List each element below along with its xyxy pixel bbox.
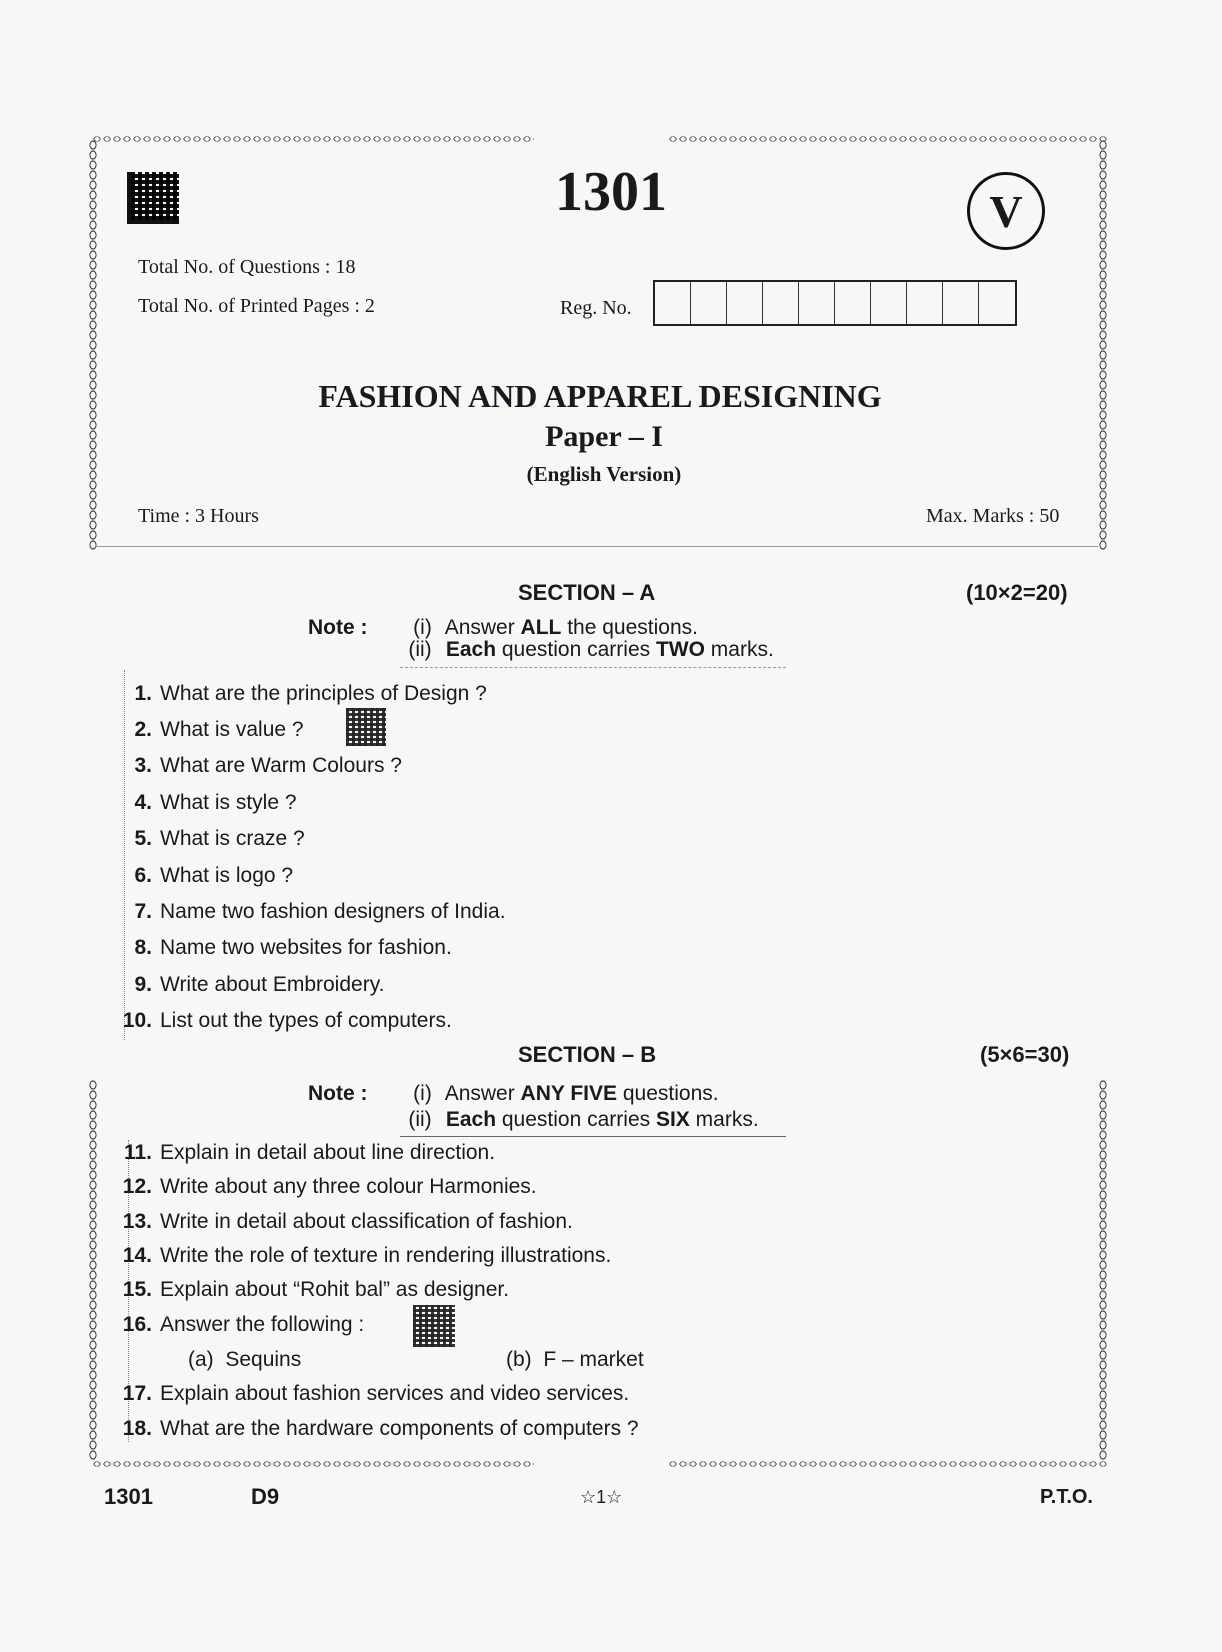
note-num: (ii) xyxy=(408,638,432,661)
total-questions: Total No. of Questions : 18 xyxy=(138,256,356,278)
question xyxy=(118,864,293,888)
question-number: 10. xyxy=(122,1009,152,1032)
question xyxy=(118,754,402,778)
note-underline xyxy=(400,667,786,668)
question-text: Write in detail about classification of fashion. xyxy=(160,1210,573,1233)
question xyxy=(118,791,297,815)
question-text: What are the hardware components of computers ? xyxy=(160,1417,639,1440)
note-text: questions. xyxy=(617,1082,719,1105)
question-number: 11. xyxy=(123,1141,152,1164)
question-text: List out the types of computers. xyxy=(160,1009,452,1032)
question-text: Answer the following : xyxy=(160,1313,365,1336)
question-text: Write about Embroidery. xyxy=(160,973,385,996)
question-number: 1. xyxy=(134,682,152,705)
question xyxy=(118,1009,452,1033)
note-underline xyxy=(400,1136,786,1137)
bottom-border-left xyxy=(92,1459,534,1469)
question-text: What is logo ? xyxy=(160,864,294,887)
question-number: 18. xyxy=(122,1417,152,1440)
header-border-right xyxy=(1098,140,1108,550)
footer-pto: P.T.O. xyxy=(1040,1486,1093,1508)
qr-code-icon xyxy=(346,708,386,746)
note-text: marks. xyxy=(689,1108,759,1131)
reg-cell[interactable] xyxy=(907,282,943,324)
question-number: 9. xyxy=(134,973,152,996)
question xyxy=(118,936,452,960)
section-b-border-right xyxy=(1098,1080,1108,1460)
question-text: Explain about “Rohit bal” as designer. xyxy=(160,1278,510,1301)
question-text: Explain about fashion services and video services. xyxy=(160,1382,630,1405)
paper-code: 1301 xyxy=(555,161,667,223)
question xyxy=(118,1382,629,1406)
note-text: marks. xyxy=(704,638,774,661)
section-a-note-label: Note : xyxy=(308,616,368,639)
reg-cell[interactable] xyxy=(763,282,799,324)
version-badge-letter: V xyxy=(989,185,1023,237)
section-a-note-2 xyxy=(400,638,774,662)
reg-cell[interactable] xyxy=(799,282,835,324)
question xyxy=(118,1244,611,1268)
reg-cell[interactable] xyxy=(691,282,727,324)
time-label: Time : 3 Hours xyxy=(138,505,259,527)
header-border-top-right xyxy=(668,134,1108,144)
question-text: What is style ? xyxy=(160,791,297,814)
question xyxy=(118,718,304,742)
question-text: Name two websites for fashion. xyxy=(160,936,452,959)
question-number: 16. xyxy=(122,1313,152,1336)
note-num: (i) xyxy=(413,1082,432,1105)
reg-cell[interactable] xyxy=(655,282,691,324)
question-text: Name two fashion designers of India. xyxy=(160,900,506,923)
question-text: What are the principles of Design ? xyxy=(160,682,487,705)
question-number: 13. xyxy=(122,1210,152,1233)
note-bold: Each xyxy=(445,1108,497,1131)
question-number: 15. xyxy=(122,1278,152,1301)
sub-question-a: (a) Sequins xyxy=(188,1348,302,1371)
question xyxy=(118,827,305,851)
total-pages: Total No. of Printed Pages : 2 xyxy=(138,295,375,317)
footer-code: 1301 xyxy=(104,1484,153,1509)
section-b-marks: (5×6=30) xyxy=(980,1042,1070,1067)
note-bold: ANY FIVE xyxy=(520,1082,618,1105)
question-number: 14. xyxy=(122,1244,152,1267)
section-b-border-left xyxy=(88,1080,98,1460)
section-b-title: SECTION – B xyxy=(518,1042,657,1067)
question-text: What are Warm Colours ? xyxy=(160,754,402,777)
question-text: Explain in detail about line direction. xyxy=(160,1141,496,1164)
version-label: (English Version) xyxy=(526,462,682,486)
question-number: 6. xyxy=(134,864,152,887)
question-number: 8. xyxy=(134,936,152,959)
paper-title: Paper – I xyxy=(545,420,663,453)
footer-page-number: ☆1☆ xyxy=(580,1487,623,1507)
question-number: 2. xyxy=(134,718,152,741)
question-text: What is value ? xyxy=(160,718,304,741)
question-number: 17. xyxy=(122,1382,152,1405)
note-text: question carries xyxy=(496,1108,656,1131)
note-text: Answer xyxy=(444,1082,521,1105)
section-b-note-2 xyxy=(400,1108,759,1132)
question xyxy=(118,1210,573,1234)
barcode-icon xyxy=(127,172,179,224)
note-bold: SIX xyxy=(655,1108,690,1131)
note-text: the questions. xyxy=(561,616,698,639)
question-number: 4. xyxy=(134,791,152,814)
note-bold: TWO xyxy=(655,638,705,661)
note-bold: Each xyxy=(445,638,497,661)
max-marks-label: Max. Marks : 50 xyxy=(926,505,1060,527)
note-text: question carries xyxy=(496,638,656,661)
header-border-left xyxy=(88,140,98,550)
question-text: Write about any three colour Harmonies. xyxy=(160,1175,537,1198)
question-text: Write the role of texture in rendering illustrations. xyxy=(160,1244,612,1267)
bottom-border-right xyxy=(668,1459,1108,1469)
question-number: 5. xyxy=(134,827,152,850)
section-a-title: SECTION – A xyxy=(518,580,656,605)
note-num: (ii) xyxy=(408,1108,432,1131)
question-text: What is craze ? xyxy=(160,827,305,850)
reg-cell[interactable] xyxy=(943,282,979,324)
question xyxy=(118,1313,364,1337)
version-badge xyxy=(967,172,1045,250)
section-b-note-label: Note : xyxy=(308,1082,368,1105)
question xyxy=(118,973,384,997)
question-number: 7. xyxy=(134,900,152,923)
question xyxy=(118,682,487,706)
section-a-note-1 xyxy=(405,616,698,640)
section-a-marks: (10×2=20) xyxy=(966,580,1068,605)
qr-code-icon xyxy=(413,1305,455,1347)
question xyxy=(118,1417,639,1441)
note-bold: ALL xyxy=(520,616,562,639)
question xyxy=(118,1175,537,1199)
reg-no-label: Reg. No. xyxy=(560,297,632,319)
reg-cell[interactable] xyxy=(871,282,907,324)
question xyxy=(118,900,506,924)
reg-no-boxes[interactable] xyxy=(653,280,1017,326)
subject-title: FASHION AND APPAREL DESIGNING xyxy=(318,378,882,414)
sub-question-b: (b) F – market xyxy=(506,1348,644,1371)
question xyxy=(118,1278,509,1302)
reg-cell[interactable] xyxy=(727,282,763,324)
note-text: Answer xyxy=(444,616,521,639)
question-number: 3. xyxy=(134,754,152,777)
header-divider xyxy=(95,546,1098,547)
question xyxy=(118,1141,495,1165)
header-border-top-left xyxy=(92,134,534,144)
footer-set: D9 xyxy=(251,1484,280,1509)
note-num: (i) xyxy=(413,616,432,639)
question-number: 12. xyxy=(122,1175,152,1198)
reg-cell[interactable] xyxy=(835,282,871,324)
section-b-note-1 xyxy=(405,1082,719,1106)
reg-cell[interactable] xyxy=(979,282,1015,324)
